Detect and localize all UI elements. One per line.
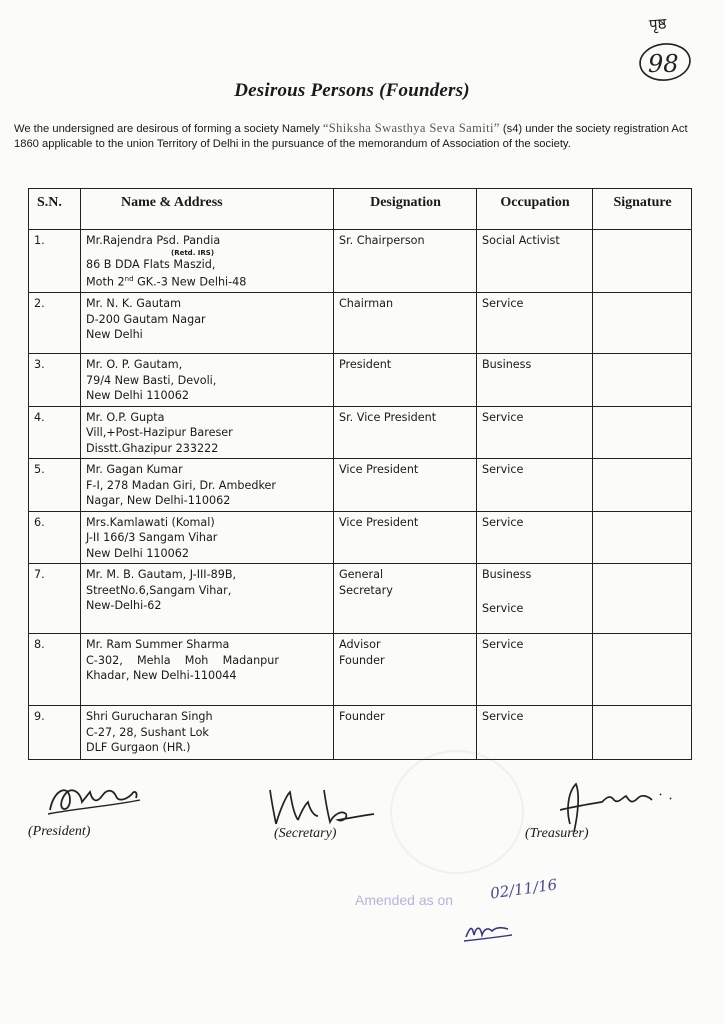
address-line: J-II 166/3 Sangam Vihar (86, 531, 218, 545)
row-signature (593, 459, 692, 512)
row-occupation (477, 511, 593, 564)
row-designation (334, 230, 477, 293)
row-occupation (477, 293, 593, 354)
page-number-text: 98 (648, 50, 679, 78)
row-occupation (477, 564, 593, 634)
president-signature (40, 770, 160, 830)
occupation-line: Business (482, 358, 532, 372)
address-line: New Delhi (86, 328, 143, 342)
designation-line: Founder (339, 710, 385, 724)
table-row (29, 230, 692, 293)
row-signature (593, 354, 692, 407)
row-name-address (81, 706, 334, 760)
row-name-address (81, 459, 334, 512)
header-sn: S.N. (29, 189, 81, 230)
designation-line: Advisor (339, 638, 381, 652)
row-occupation (477, 634, 593, 706)
treasurer-label: (Treasurer) (525, 826, 589, 841)
row-signature (593, 293, 692, 354)
address-line: C-27, 28, Sushant Lok (86, 725, 209, 739)
address-line: StreetNo.6,Sangam Vihar, (86, 583, 232, 597)
amended-stamp: Amended as on (355, 892, 454, 908)
designation-line: Founder (339, 653, 385, 667)
intro-text-after: (s4) under the society registration Act 1860 applicable to the union Territory of Delhi in the pursuance of the memorandum of Association of the society. (14, 123, 688, 150)
founders-table (28, 188, 692, 760)
table-row (29, 634, 692, 706)
designation-line: Vice President (339, 463, 419, 477)
row-sn: 1. (29, 230, 81, 293)
row-sn: 3. (29, 354, 81, 407)
initials-mark (462, 915, 522, 945)
address-line: 79/4 New Basti, Devoli, (86, 373, 217, 387)
designation-line: Chairman (339, 297, 394, 311)
member-name: Mr. O.P. Gupta (86, 410, 165, 424)
row-sn: 4. (29, 406, 81, 459)
row-designation (334, 406, 477, 459)
header-name-address: Name & Address (81, 189, 334, 230)
row-occupation (477, 459, 593, 512)
occupation-line: Service (482, 515, 524, 529)
row-occupation (477, 706, 593, 760)
row-occupation (477, 406, 593, 459)
member-name: Shri Gurucharan Singh (86, 710, 213, 724)
table-row (29, 293, 692, 354)
address-line: Vill,+Post-Hazipur Bareser (86, 426, 233, 440)
member-note: (Retd. IRS) (171, 248, 215, 257)
row-sn: 6. (29, 511, 81, 564)
intro-text-before: We the undersigned are desirous of forming a society Namely (14, 123, 323, 135)
designation-line: Sr. Vice President (339, 410, 437, 424)
address-line: Moth 2nd GK.-3 New Delhi-48 (86, 275, 247, 289)
header-designation: Designation (334, 189, 477, 230)
table-row (29, 564, 692, 634)
row-occupation (477, 230, 593, 293)
table-row (29, 706, 692, 760)
row-designation (334, 293, 477, 354)
row-name-address (81, 564, 334, 634)
society-name: “Shiksha Swasthya Seva Samiti” (322, 121, 500, 135)
member-name: Mrs.Kamlawati (Komal) (86, 515, 215, 529)
row-signature (593, 406, 692, 459)
address-line: New Delhi 110062 (86, 389, 190, 403)
member-name: Mr. Gagan Kumar (86, 463, 183, 477)
intro-paragraph (14, 121, 714, 151)
amended-date: 02/11/16 (489, 875, 559, 903)
row-signature (593, 511, 692, 564)
designation-line: President (339, 358, 392, 372)
row-signature (593, 230, 692, 293)
designation-line: Sr. Chairperson (339, 234, 425, 247)
row-name-address (81, 354, 334, 407)
page-number-circle (615, 10, 715, 90)
row-signature (593, 564, 692, 634)
address-line: Disstt.Ghazipur 233222 (86, 441, 219, 455)
address-line: C-302, Mehla Moh Madanpur (86, 653, 279, 667)
occupation-line: Service (482, 601, 524, 615)
table-row (29, 511, 692, 564)
address-line: DLF Gurgaon (HR.) (86, 741, 191, 755)
row-designation (334, 564, 477, 634)
member-name: Mr. O. P. Gautam, (86, 358, 183, 372)
header-occupation: Occupation (477, 189, 593, 230)
occupation-line: Social Activist (482, 234, 560, 247)
header-signature: Signature (593, 189, 692, 230)
row-name-address (81, 511, 334, 564)
secretary-label: (Secretary) (274, 826, 337, 841)
occupation-line: Business (482, 568, 532, 582)
row-designation (334, 511, 477, 564)
row-sn: 8. (29, 634, 81, 706)
occupation-line: Service (482, 638, 524, 652)
address-line: Nagar, New Delhi-110062 (86, 494, 231, 508)
row-designation (334, 634, 477, 706)
row-designation (334, 354, 477, 407)
occupation-line: Service (482, 463, 524, 477)
page-number-mark (615, 10, 715, 90)
occupation-line: Service (482, 410, 524, 424)
address-line: F-I, 278 Madan Giri, Dr. Ambedker (86, 478, 277, 492)
row-sn: 5. (29, 459, 81, 512)
president-label: (President) (28, 824, 91, 839)
designation-line: Vice President (339, 515, 419, 529)
row-name-address (81, 634, 334, 706)
member-name: Mr.Rajendra Psd. Pandia (86, 234, 221, 247)
table-header-row (29, 189, 692, 230)
row-signature (593, 634, 692, 706)
table-row (29, 406, 692, 459)
address-line: 86 B DDA Flats Maszid, (86, 257, 216, 271)
address-line: Khadar, New Delhi-110044 (86, 669, 237, 683)
page-title: Desirous Persons (Founders) (234, 80, 470, 101)
table-row (29, 354, 692, 407)
address-line: New Delhi 110062 (86, 546, 190, 560)
address-line: New-Delhi-62 (86, 599, 162, 613)
hindi-page-mark: पृष्ठ (648, 14, 667, 34)
member-name: Mr. Ram Summer Sharma (86, 638, 230, 652)
row-occupation (477, 354, 593, 407)
row-signature (593, 706, 692, 760)
row-sn: 9. (29, 706, 81, 760)
address-line: D-200 Gautam Nagar (86, 312, 206, 326)
designation-line: General (339, 568, 384, 582)
member-name: Mr. M. B. Gautam, J-III-89B, (86, 568, 237, 582)
row-name-address (81, 230, 334, 293)
row-name-address (81, 293, 334, 354)
faint-seal (390, 750, 524, 874)
table-row (29, 459, 692, 512)
designation-line: Secretary (339, 583, 393, 597)
row-designation (334, 459, 477, 512)
row-name-address (81, 406, 334, 459)
member-name: Mr. N. K. Gautam (86, 297, 182, 311)
row-sn: 7. (29, 564, 81, 634)
occupation-line: Service (482, 297, 524, 311)
row-sn: 2. (29, 293, 81, 354)
occupation-line: Service (482, 710, 524, 724)
